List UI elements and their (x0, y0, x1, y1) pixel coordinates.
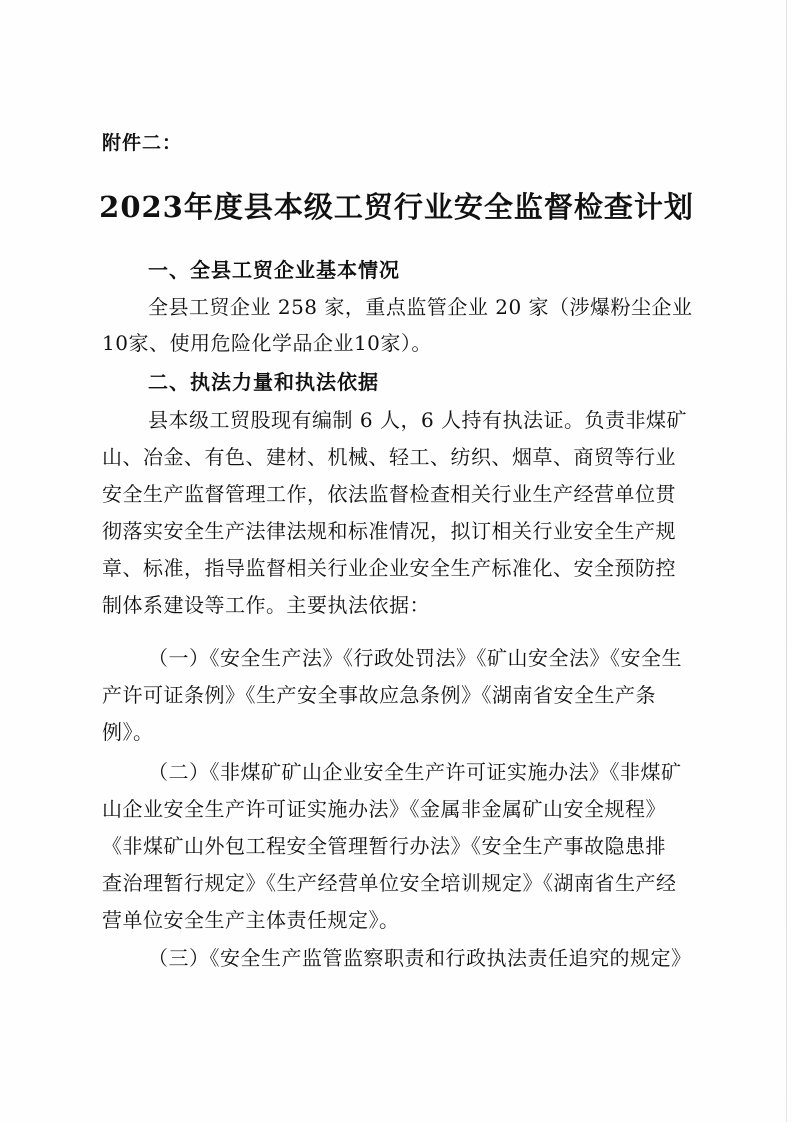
scan-edge (786, 0, 787, 1122)
basis-item-line: 例》。 (102, 720, 154, 744)
paragraph-line: 章、标准，指导监督相关行业企业安全生产标准化、安全预防控 (102, 556, 676, 580)
paragraph-line: 10家、使用危险化学品企业10家）。 (102, 331, 432, 355)
paragraph-line: 山、冶金、有色、建材、机械、轻工、纺织、烟草、商贸等行业 (102, 445, 676, 469)
paragraph-line: 彻落实安全生产法律法规和标准情况，拟订相关行业安全生产规 (102, 519, 676, 543)
paragraph-line: 制体系建设等工作。主要执法依据： (102, 593, 430, 617)
basis-item-line: （一）《安全生产法》《行政处罚法》《矿山安全法》《安全生 (148, 646, 682, 670)
paragraph-line: 全县工贸企业 258 家，重点监管企业 20 家（涉爆粉尘企业 (148, 295, 693, 319)
document-title: 2023年度县本级工贸行业安全监督检查计划 (99, 190, 694, 224)
basis-item-line: （二）《非煤矿矿山企业安全生产许可证实施办法》《非煤矿 (148, 760, 682, 784)
attachment-label: 附件二： (102, 132, 183, 154)
basis-item-line: 山企业安全生产许可证实施办法》《金属非金属矿山安全规程》 (102, 797, 666, 821)
basis-item-line: 《非煤矿山外包工程安全管理暂行办法》《安全生产事故隐患排 (102, 834, 666, 858)
basis-item-line: 营单位安全生产主体责任规定》。 (102, 908, 400, 932)
paragraph-line: 安全生产监督管理工作，依法监督检查相关行业生产经营单位贯 (102, 482, 676, 506)
section-heading-enforcement: 二、执法力量和执法依据 (148, 370, 379, 394)
basis-item-line: （三）《安全生产监管监察职责和行政执法责任追究的规定》 (148, 946, 692, 970)
basis-item-line: 查治理暂行规定》《生产经营单位安全培训规定》《湖南省生产经 (102, 871, 677, 895)
basis-item-line: 产许可证条例》《生产安全事故应急条例》《湖南省安全生产条 (102, 683, 656, 707)
section-heading-basic-info: 一、全县工贸企业基本情况 (148, 258, 400, 282)
paragraph-line: 县本级工贸股现有编制 6 人，6 人持有执法证。负责非煤矿 (148, 408, 688, 432)
